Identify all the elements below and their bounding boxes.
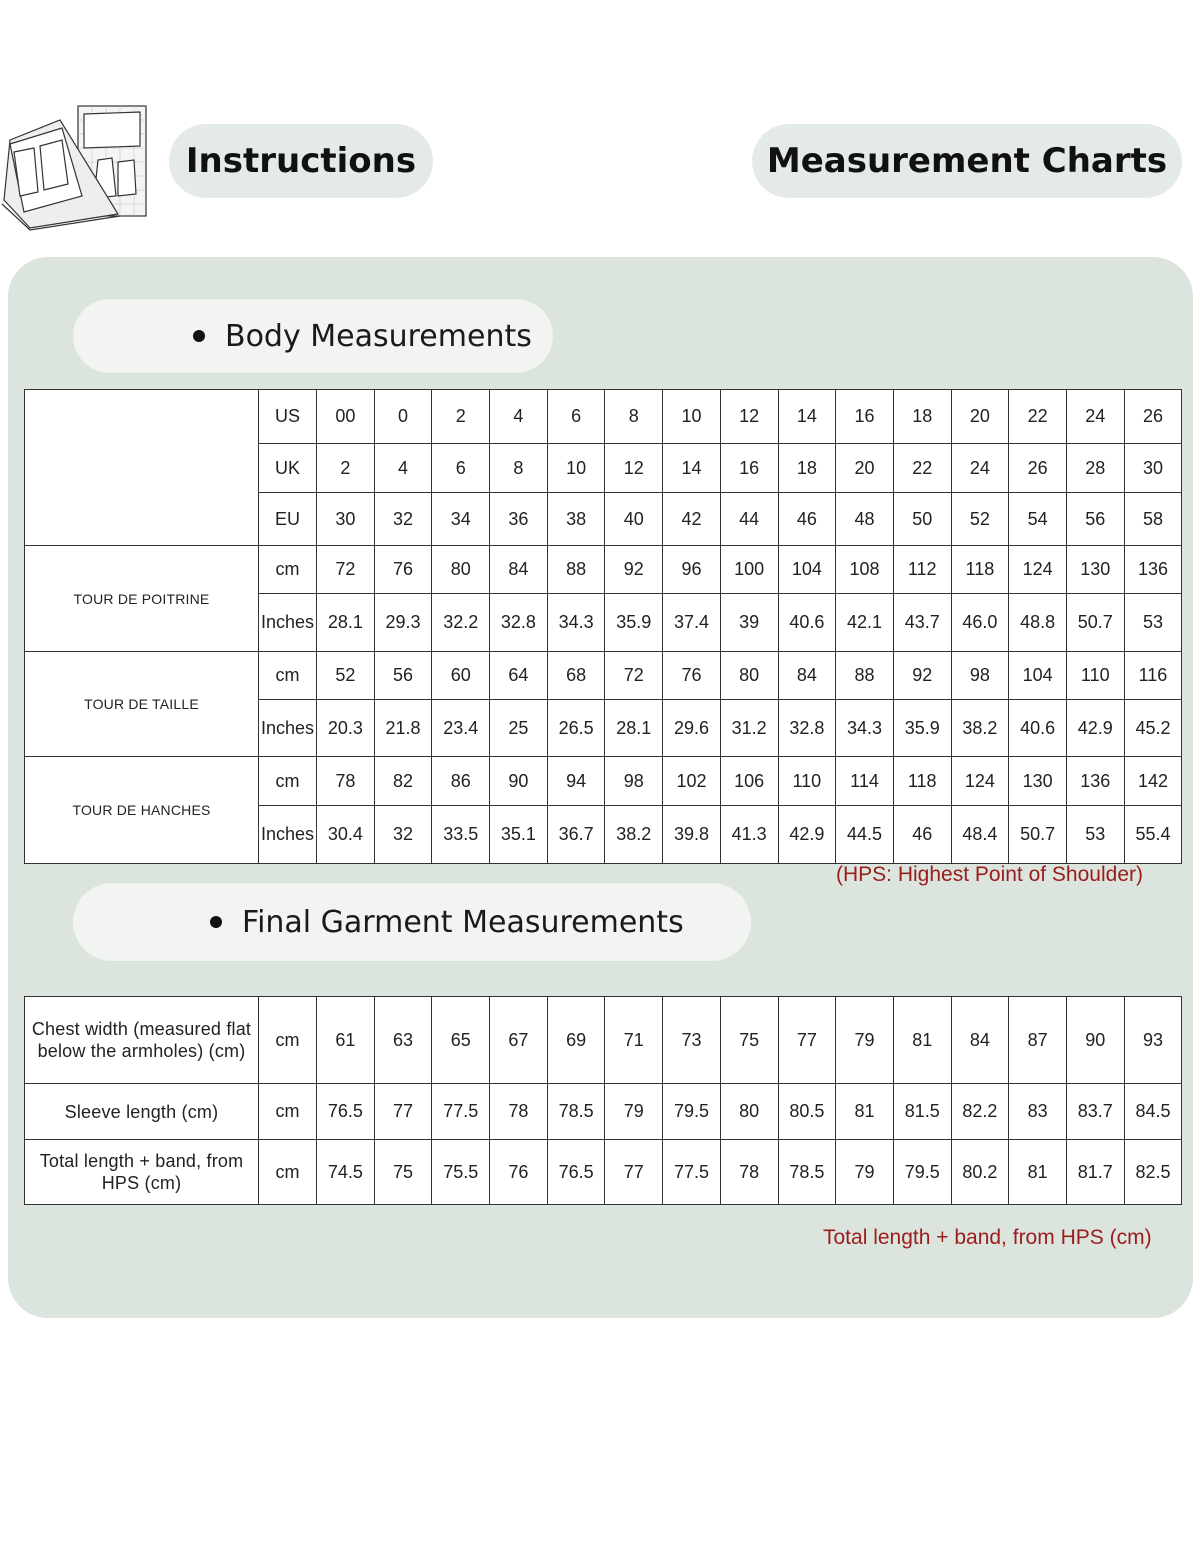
value-cell: 41.3 [720, 806, 778, 864]
value-cell: 81.5 [893, 1084, 951, 1140]
value-cell: 79 [605, 1084, 663, 1140]
value-cell: 76.5 [547, 1140, 605, 1205]
value-cell: 35.9 [893, 700, 951, 757]
measurement-charts-heading: Measurement Charts [752, 124, 1182, 198]
value-cell: 98 [605, 757, 663, 806]
value-cell: 78 [720, 1140, 778, 1205]
value-cell: 77 [605, 1140, 663, 1205]
value-cell: 83 [1009, 1084, 1067, 1140]
value-cell: 93 [1124, 997, 1182, 1084]
value-cell: 84 [778, 652, 836, 700]
value-cell: 71 [605, 997, 663, 1084]
value-cell: 94 [547, 757, 605, 806]
size-cell: 0 [374, 390, 432, 444]
value-cell: 32.8 [778, 700, 836, 757]
size-cell: 4 [490, 390, 548, 444]
value-cell: 40.6 [1009, 700, 1067, 757]
size-cell: 30 [317, 493, 375, 546]
value-cell: 79 [836, 997, 894, 1084]
value-cell: 106 [720, 757, 778, 806]
value-cell: 34.3 [836, 700, 894, 757]
size-cell: 16 [720, 444, 778, 493]
value-cell: 79 [836, 1140, 894, 1205]
value-cell: 35.9 [605, 594, 663, 652]
value-cell: 80 [432, 546, 490, 594]
unit-label: Inches [259, 806, 317, 864]
value-cell: 53 [1124, 594, 1182, 652]
measurement-row [25, 652, 1182, 700]
size-cell: 18 [893, 390, 951, 444]
value-cell: 90 [1066, 997, 1124, 1084]
value-cell: 124 [1009, 546, 1067, 594]
value-cell: 77 [374, 1084, 432, 1140]
value-cell: 90 [490, 757, 548, 806]
bullet-icon [193, 330, 205, 342]
value-cell: 78.5 [778, 1140, 836, 1205]
size-system-label: EU [259, 493, 317, 546]
value-cell: 73 [663, 997, 721, 1084]
body-measurements-table [24, 389, 1182, 864]
sewing-pattern-logo [0, 100, 150, 232]
value-cell: 78 [317, 757, 375, 806]
value-cell: 64 [490, 652, 548, 700]
value-cell: 110 [1066, 652, 1124, 700]
value-cell: 78.5 [547, 1084, 605, 1140]
value-cell: 74.5 [317, 1140, 375, 1205]
value-cell: 75 [720, 997, 778, 1084]
value-cell: 83.7 [1066, 1084, 1124, 1140]
value-cell: 79.5 [663, 1084, 721, 1140]
size-cell: 6 [547, 390, 605, 444]
size-cell: 26 [1009, 444, 1067, 493]
value-cell: 68 [547, 652, 605, 700]
value-cell: 78 [490, 1084, 548, 1140]
size-cell: 10 [663, 390, 721, 444]
value-cell: 82 [374, 757, 432, 806]
instructions-heading: Instructions [169, 124, 433, 198]
value-cell: 118 [951, 546, 1009, 594]
value-cell: 80.5 [778, 1084, 836, 1140]
value-cell: 82.5 [1124, 1140, 1182, 1205]
value-cell: 50.7 [1009, 806, 1067, 864]
value-cell: 124 [951, 757, 1009, 806]
value-cell: 100 [720, 546, 778, 594]
value-cell: 80 [720, 1084, 778, 1140]
value-cell: 84.5 [1124, 1084, 1182, 1140]
size-cell: 36 [490, 493, 548, 546]
total-length-note: Total length + band, from HPS (cm) [823, 1226, 1152, 1249]
value-cell: 36.7 [547, 806, 605, 864]
value-cell: 136 [1066, 757, 1124, 806]
body-measurements-title: Body Measurements [225, 318, 532, 354]
value-cell: 40.6 [778, 594, 836, 652]
bullet-icon [210, 916, 222, 928]
value-cell: 76.5 [317, 1084, 375, 1140]
size-cell: 38 [547, 493, 605, 546]
value-cell: 38.2 [951, 700, 1009, 757]
value-cell: 82.2 [951, 1084, 1009, 1140]
garment-measure-label: Total length + band, from HPS (cm) [25, 1140, 259, 1205]
value-cell: 77.5 [663, 1140, 721, 1205]
value-cell: 48.4 [951, 806, 1009, 864]
value-cell: 31.2 [720, 700, 778, 757]
size-cell: 2 [317, 444, 375, 493]
size-cell: 20 [951, 390, 1009, 444]
size-cell: 20 [836, 444, 894, 493]
value-cell: 114 [836, 757, 894, 806]
value-cell: 77 [778, 997, 836, 1084]
value-cell: 35.1 [490, 806, 548, 864]
size-cell: 14 [778, 390, 836, 444]
measurement-label: TOUR DE POITRINE [25, 546, 259, 652]
size-cell: 18 [778, 444, 836, 493]
size-cell: 14 [663, 444, 721, 493]
value-cell: 116 [1124, 652, 1182, 700]
value-cell: 52 [317, 652, 375, 700]
size-cell: 8 [605, 390, 663, 444]
value-cell: 23.4 [432, 700, 490, 757]
size-system-label: UK [259, 444, 317, 493]
value-cell: 76 [374, 546, 432, 594]
value-cell: 92 [605, 546, 663, 594]
value-cell: 96 [663, 546, 721, 594]
value-cell: 42.9 [1066, 700, 1124, 757]
value-cell: 46 [893, 806, 951, 864]
value-cell: 38.2 [605, 806, 663, 864]
value-cell: 76 [490, 1140, 548, 1205]
value-cell: 45.2 [1124, 700, 1182, 757]
value-cell: 28.1 [605, 700, 663, 757]
value-cell: 77.5 [432, 1084, 490, 1140]
measurement-label: TOUR DE HANCHES [25, 757, 259, 864]
garment-measure-label: Sleeve length (cm) [25, 1084, 259, 1140]
value-cell: 86 [432, 757, 490, 806]
value-cell: 34.3 [547, 594, 605, 652]
value-cell: 72 [605, 652, 663, 700]
size-cell: 44 [720, 493, 778, 546]
size-cell: 00 [317, 390, 375, 444]
size-cell: 54 [1009, 493, 1067, 546]
value-cell: 88 [836, 652, 894, 700]
size-cell: 52 [951, 493, 1009, 546]
size-cell: 30 [1124, 444, 1182, 493]
value-cell: 69 [547, 997, 605, 1084]
value-cell: 32.2 [432, 594, 490, 652]
value-cell: 81 [1009, 1140, 1067, 1205]
value-cell: 63 [374, 997, 432, 1084]
size-cell: 50 [893, 493, 951, 546]
value-cell: 56 [374, 652, 432, 700]
value-cell: 25 [490, 700, 548, 757]
value-cell: 118 [893, 757, 951, 806]
body-measurements-heading [73, 299, 553, 373]
size-cell: 12 [720, 390, 778, 444]
measurement-row [25, 546, 1182, 594]
hps-note: (HPS: Highest Point of Shoulder) [836, 863, 1143, 886]
value-cell: 46.0 [951, 594, 1009, 652]
size-cell: 40 [605, 493, 663, 546]
value-cell: 53 [1066, 806, 1124, 864]
unit-label: cm [259, 757, 317, 806]
size-cell: 42 [663, 493, 721, 546]
value-cell: 30.4 [317, 806, 375, 864]
size-cell: 48 [836, 493, 894, 546]
final-garment-title: Final Garment Measurements [242, 904, 684, 940]
value-cell: 48.8 [1009, 594, 1067, 652]
size-cell: 56 [1066, 493, 1124, 546]
value-cell: 65 [432, 997, 490, 1084]
value-cell: 55.4 [1124, 806, 1182, 864]
unit-label: cm [259, 1084, 317, 1140]
value-cell: 26.5 [547, 700, 605, 757]
unit-label: cm [259, 546, 317, 594]
value-cell: 67 [490, 997, 548, 1084]
garment-row [25, 1084, 1182, 1140]
size-cell: 4 [374, 444, 432, 493]
value-cell: 80 [720, 652, 778, 700]
value-cell: 39 [720, 594, 778, 652]
value-cell: 28.1 [317, 594, 375, 652]
size-cell: 32 [374, 493, 432, 546]
value-cell: 104 [1009, 652, 1067, 700]
size-cell: 26 [1124, 390, 1182, 444]
value-cell: 81 [836, 1084, 894, 1140]
unit-label: cm [259, 1140, 317, 1205]
value-cell: 81.7 [1066, 1140, 1124, 1205]
size-cell: 8 [490, 444, 548, 493]
value-cell: 60 [432, 652, 490, 700]
value-cell: 21.8 [374, 700, 432, 757]
value-cell: 61 [317, 997, 375, 1084]
final-garment-heading [73, 883, 751, 961]
value-cell: 72 [317, 546, 375, 594]
value-cell: 87 [1009, 997, 1067, 1084]
value-cell: 108 [836, 546, 894, 594]
value-cell: 20.3 [317, 700, 375, 757]
value-cell: 130 [1009, 757, 1067, 806]
garment-measure-label: Chest width (measured flat below the armholes) (cm) [25, 997, 259, 1084]
size-cell: 12 [605, 444, 663, 493]
value-cell: 44.5 [836, 806, 894, 864]
final-garment-table [24, 996, 1182, 1205]
unit-label: Inches [259, 594, 317, 652]
size-cell: 22 [893, 444, 951, 493]
size-cell: 24 [1066, 390, 1124, 444]
value-cell: 112 [893, 546, 951, 594]
value-cell: 92 [893, 652, 951, 700]
value-cell: 43.7 [893, 594, 951, 652]
blank-corner-cell [25, 390, 259, 546]
value-cell: 110 [778, 757, 836, 806]
garment-row [25, 997, 1182, 1084]
size-cell: 28 [1066, 444, 1124, 493]
value-cell: 136 [1124, 546, 1182, 594]
value-cell: 102 [663, 757, 721, 806]
value-cell: 76 [663, 652, 721, 700]
size-cell: 6 [432, 444, 490, 493]
value-cell: 37.4 [663, 594, 721, 652]
value-cell: 98 [951, 652, 1009, 700]
size-cell: 22 [1009, 390, 1067, 444]
value-cell: 104 [778, 546, 836, 594]
unit-label: cm [259, 997, 317, 1084]
value-cell: 81 [893, 997, 951, 1084]
value-cell: 75 [374, 1140, 432, 1205]
value-cell: 42.9 [778, 806, 836, 864]
value-cell: 142 [1124, 757, 1182, 806]
size-cell: 24 [951, 444, 1009, 493]
measurement-row [25, 757, 1182, 806]
size-cell: 16 [836, 390, 894, 444]
value-cell: 50.7 [1066, 594, 1124, 652]
unit-label: Inches [259, 700, 317, 757]
value-cell: 39.8 [663, 806, 721, 864]
value-cell: 33.5 [432, 806, 490, 864]
value-cell: 29.3 [374, 594, 432, 652]
size-cell: 34 [432, 493, 490, 546]
value-cell: 130 [1066, 546, 1124, 594]
unit-label: cm [259, 652, 317, 700]
size-row [25, 390, 1182, 444]
value-cell: 75.5 [432, 1140, 490, 1205]
value-cell: 84 [490, 546, 548, 594]
size-cell: 46 [778, 493, 836, 546]
size-cell: 2 [432, 390, 490, 444]
value-cell: 84 [951, 997, 1009, 1084]
garment-row [25, 1140, 1182, 1205]
value-cell: 80.2 [951, 1140, 1009, 1205]
size-system-label: US [259, 390, 317, 444]
value-cell: 29.6 [663, 700, 721, 757]
measurement-label: TOUR DE TAILLE [25, 652, 259, 757]
size-cell: 58 [1124, 493, 1182, 546]
size-cell: 10 [547, 444, 605, 493]
value-cell: 32.8 [490, 594, 548, 652]
value-cell: 88 [547, 546, 605, 594]
value-cell: 79.5 [893, 1140, 951, 1205]
value-cell: 42.1 [836, 594, 894, 652]
value-cell: 32 [374, 806, 432, 864]
